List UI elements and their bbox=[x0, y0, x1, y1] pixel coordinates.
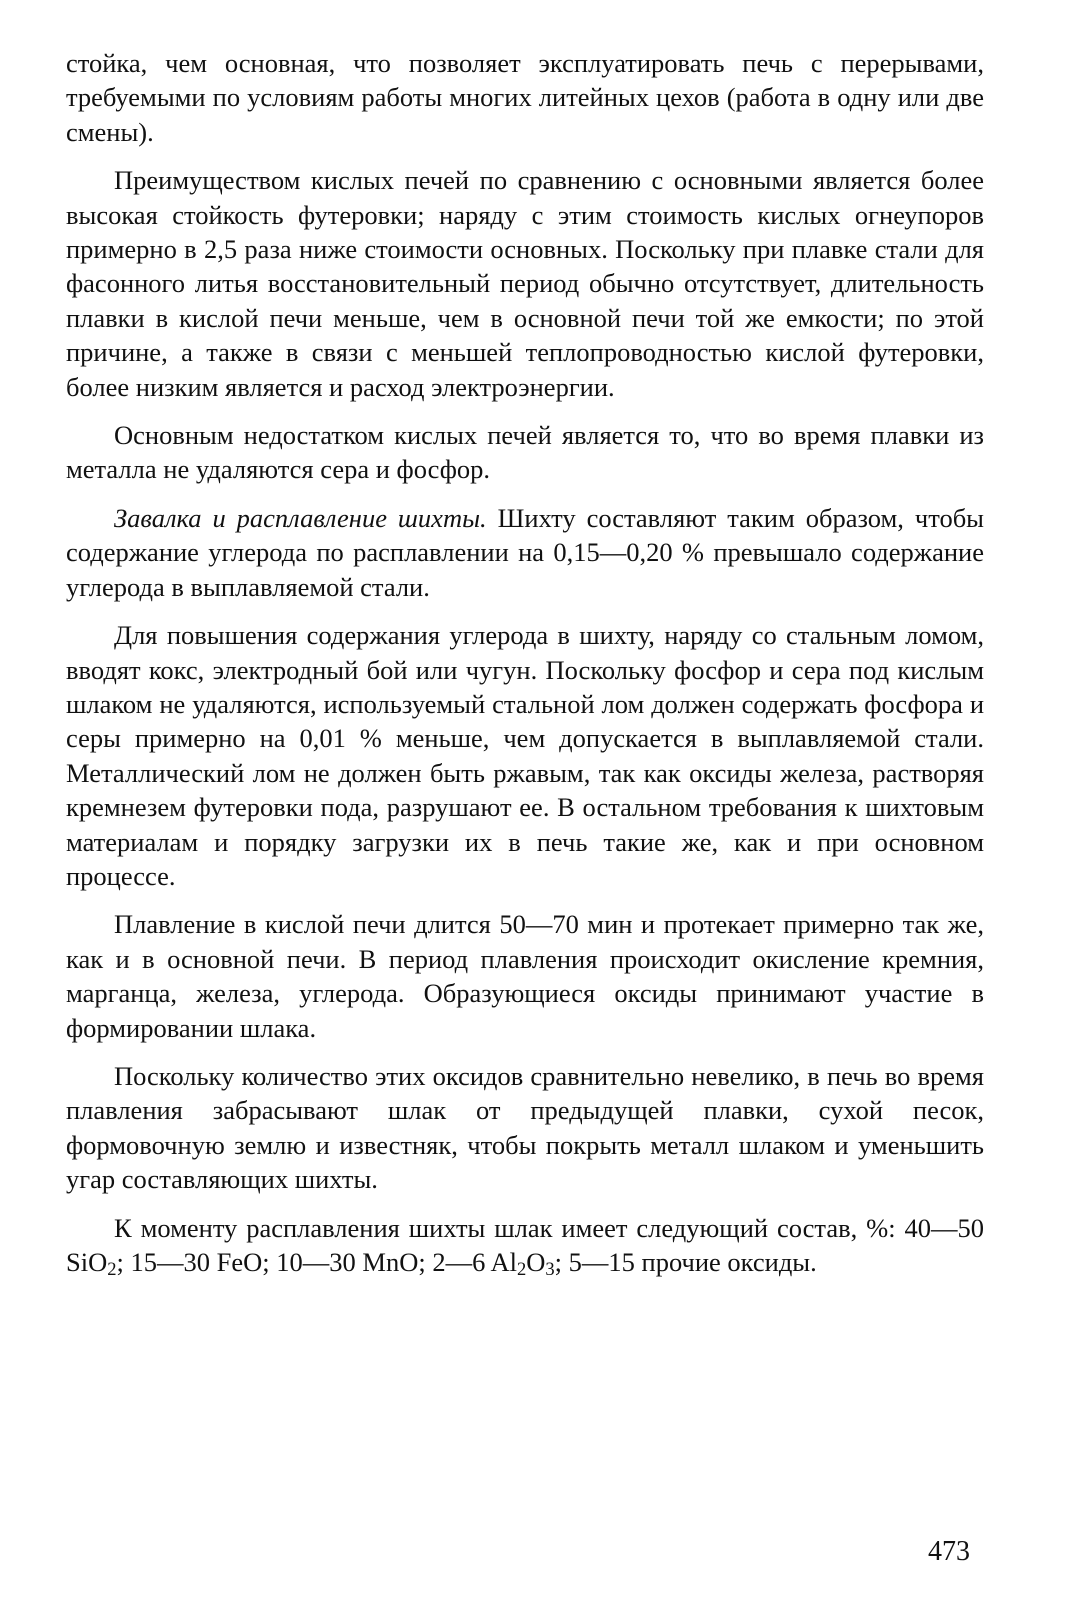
slag-text-c: O bbox=[526, 1247, 546, 1277]
paragraph-disadvantage: Основным недостатком кислых печей является то, что во время плавки из металла не удаляются сера и фосфор. bbox=[66, 420, 984, 485]
paragraph-charging-text: Шихту составляют таким образом, чтобы содержание углерода по расплавлении на 0,15—0,20 % превышало содержание углерода в выплавляемой стали. bbox=[66, 502, 984, 602]
paragraph-melting: Плавление в кислой печи длится 50—70 мин и протекает примерно так же, как и в основной печи. В период плавления происходит окисление кремния, марганца, железа, углерода. Образующиеся оксиды принимают участие в формировании шлака. bbox=[66, 909, 984, 1043]
subscript-c: 3 bbox=[545, 1259, 555, 1280]
paragraph-slag-composition bbox=[66, 1211, 984, 1280]
slag-text-a: К моменту расплавления шихты шлак имеет следующий состав, %: 40—50 SiO bbox=[66, 1212, 984, 1277]
page-body bbox=[66, 46, 984, 1293]
paragraph-oxides: Поскольку количество этих оксидов сравнительно невелико, в печь во время плавления забрасывают шлак от предыдущей плавки, сухой песок, формовочную землю и известняк, чтобы покрыть металл шлаком и уменьшить угар составляющих шихты. bbox=[66, 1060, 984, 1195]
paragraph-continuation: стойка, чем основная, что позволяет эксплуатировать печь с перерывами, требуемыми по условиям работы многих литейных цехов (работа в одну или две смены). bbox=[66, 48, 984, 147]
subscript-a: 2 bbox=[107, 1259, 117, 1280]
slag-text-d: ; 5—15 прочие оксиды. bbox=[554, 1247, 817, 1277]
subscript-b: 2 bbox=[516, 1259, 527, 1280]
slag-text-b: ; 15—30 FeO; 10—30 MnO; 2—6 Al bbox=[116, 1247, 517, 1277]
paragraph-carbon: Для повышения содержания углерода в шихту, наряду со стальным ломом, вводят кокс, электродный бой или чугун. Поскольку фосфор и сера под кислым шлаком не удаляются, используемый стальной лом должен содержать фосфора и серы примерно на 0,01 % меньше, чем допускается в выплавляемой стали. Металлический лом не должен быть ржавым, так как оксиды железа, растворяя кремнезем футеровки пода, разрушают ее. В остальном требования к шихтовым материалам и порядку загрузки их в печь такие же, как и при основном процессе. bbox=[66, 620, 984, 891]
page-number: 473 bbox=[928, 1536, 970, 1567]
paragraph-advantages: Преимуществом кислых печей по сравнению с основными является более высокая стойкость футеровки; наряду с этим стоимость кислых огнеупоров примерно в 2,5 раза ниже стоимости основных. Поскольку при плавке стали для фасонного литья восстановительный период обычно отсутствует, длительность плавки в кислой печи меньше, чем в основной печи той же емкости; по этой причине, а также в связи с меньшей теплопроводностью кислой футеровки, более низким является и расход электроэнергии. bbox=[66, 165, 984, 402]
section-heading-italic: Завалка и расплавление шихты. bbox=[114, 502, 487, 533]
paragraph-charging bbox=[66, 501, 984, 604]
